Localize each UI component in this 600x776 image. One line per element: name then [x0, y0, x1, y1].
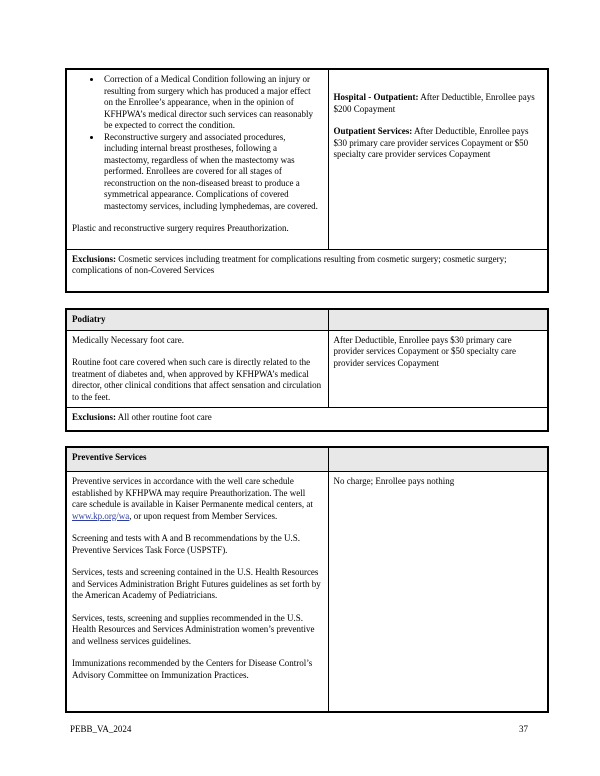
table-header-empty [328, 309, 548, 330]
preventive-services-table [65, 446, 549, 713]
table-header-podiatry: Podiatry [66, 309, 328, 330]
service-description-cell [66, 472, 328, 712]
exclusions-cell [66, 408, 548, 431]
cost-share-cell [328, 69, 548, 249]
cost-share-text: After Deductible, Enrollee pays $30 primary care provider services Copayment or $50 specialty care provider services Copayment [333, 334, 516, 368]
table-header-empty [328, 447, 548, 472]
cost-share-hospital-outpatient [334, 92, 542, 115]
cost-share-cell [328, 472, 548, 712]
plastic-surgery-table [65, 68, 549, 293]
exclusions-label: Exclusions: [72, 412, 117, 422]
preauthorization-note: Plastic and reconstructive surgery requires Preauthorization. [72, 223, 289, 233]
description-paragraph: Services, tests and screening contained in the U.S. Health Resources and Services Administration Bright Futures guidelines as set forth by the American Academy of Pediatricians. [72, 567, 321, 600]
table-row [66, 330, 548, 408]
podiatry-table [65, 308, 549, 432]
table-row [66, 249, 548, 292]
exclusions-text: Cosmetic services including treatment for complications resulting from cosmetic surgery; cosmetic surgery; complications of non-Covered Services [72, 253, 507, 275]
paragraph-text: , or upon request from Member Services. [129, 510, 278, 521]
table-row [66, 408, 548, 431]
description-paragraph: Services, tests, screening and supplies recommended in the U.S. Health Resources and Services Administration women’s preventive and wellness services guidelines. [72, 612, 315, 646]
exclusions-label: Exclusions: [72, 253, 117, 264]
page-content [65, 68, 547, 713]
paragraph-text: Preventive services in accordance with the well care schedule established by KFHPWA may require Preauthorization. The well care schedule is available in Kaiser Permanente medical centers, at [72, 476, 313, 509]
cost-share-label: Outpatient Services: [333, 126, 413, 136]
description-paragraph: Screening and tests with A and B recommendations by the U.S. Preventive Services Task Force (USPSTF). [72, 533, 300, 555]
bullet-item: • Correction of a Medical Condition following an injury or resulting from surgery which has produced a major effect on the Enrollee’s appearance, when in the opinion of KFHPWA’s medical director such services can reasonably be expected to correct the condition. [102, 74, 322, 132]
kp-website-link[interactable]: www.kp.org/wa [72, 510, 130, 521]
exclusions-text: All other routine foot care [116, 412, 212, 422]
cost-share-text: No charge; Enrollee pays nothing [333, 476, 455, 486]
cost-share-outpatient-services [334, 126, 542, 161]
exclusions-cell [66, 249, 548, 292]
cost-share-label: Hospital - Outpatient: [333, 92, 419, 102]
table-header-row [66, 447, 548, 472]
covered-services-bullet-list [72, 74, 322, 212]
bullet-item: • Reconstructive surgery and associated procedures, including internal breast prostheses, following a mastectomy, regardless of when the mastectomy was performed. Enrollees are covered for all stages of reconstruction on the non-diseased breast to produce a symmetrical appearance. Complications of covered mastectomy services, including lymphedemas, are covered. [102, 132, 322, 213]
table-row [66, 472, 548, 712]
page-footer [70, 724, 528, 736]
table-header-preventive-services: Preventive Services [66, 447, 328, 472]
description-paragraph [72, 476, 322, 522]
cost-share-text: After Deductible, Enrollee pays $200 Copayment [333, 92, 535, 114]
description-paragraph: Medically Necessary foot care. [72, 334, 184, 345]
footer-document-id: PEBB_VA_2024 [70, 724, 132, 734]
table-header-row [66, 309, 548, 330]
table-row [66, 69, 548, 249]
footer-page-number: 37 [519, 724, 528, 734]
description-paragraph: Routine foot care covered when such care is directly related to the treatment of diabetes and, when approved by KFHPWA’s medical director, other clinical conditions that affect sensation and circulation to the feet. [72, 357, 322, 402]
service-description-cell [66, 330, 328, 408]
service-description-cell [66, 69, 328, 249]
cost-share-text: After Deductible, Enrollee pays $30 primary care provider services Copayment or $50 specialty care provider services Copayment [333, 126, 529, 159]
description-paragraph: Immunizations recommended by the Centers for Disease Control’s Advisory Committee on Immunization Practices. [72, 658, 313, 680]
cost-share-cell [328, 330, 548, 408]
